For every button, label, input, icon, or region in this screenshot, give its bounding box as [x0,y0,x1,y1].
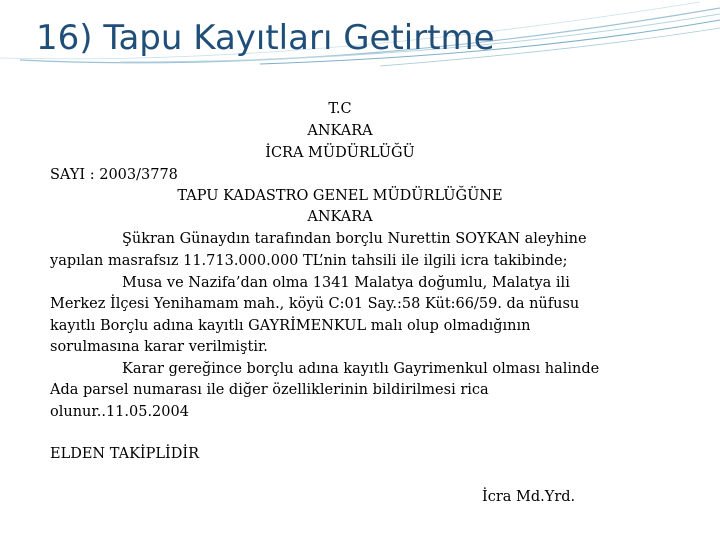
body-line: sorulmasına karar verilmiştir. [50,339,268,355]
body-line: Musa ve Nazifa’dan olma 1341 Malatya doğumlu, Malatya ili [122,275,570,291]
body-line: kayıtlı Borçlu adına kayıtlı GAYRİMENKUL malı olup olmadığının [50,318,531,334]
body-line: yapılan masrafsız 11.713.000.000 TL’nin tahsili ile ilgili icra takibinde; [50,253,568,269]
recipient-line-city: ANKARA [307,209,373,225]
signature: İcra Md.Yrd. [482,489,576,505]
header-line-city: ANKARA [307,123,373,139]
body-line: Ada parsel numarası ile diğer özelliklerinin bildirilmesi rica [50,382,489,398]
body-line: olunur..11.05.2004 [50,404,189,420]
body-line: Karar gereğince borçlu adına kayıtlı Gayrimenkul olması halinde [122,361,600,377]
slide-title: 16) Tapu Kayıtları Getirtme [36,18,495,58]
header-line-office: İCRA MÜDÜRLÜĞÜ [265,145,415,161]
body-line: Merkez İlçesi Yenihamam mah., köyü C:01 Say.:58 Küt:66/59. da nüfusu [50,296,580,312]
recipient-line-office: TAPU KADASTRO GENEL MÜDÜRLÜĞÜNE [177,188,503,204]
follow-up-note: ELDEN TAKİPLİDİR [50,446,200,462]
reference-number: SAYI : 2003/3778 [50,167,178,183]
body-line: Şükran Günaydın tarafından borçlu Nurettin SOYKAN aleyhine [122,231,587,247]
header-line-tc: T.C [328,101,352,117]
